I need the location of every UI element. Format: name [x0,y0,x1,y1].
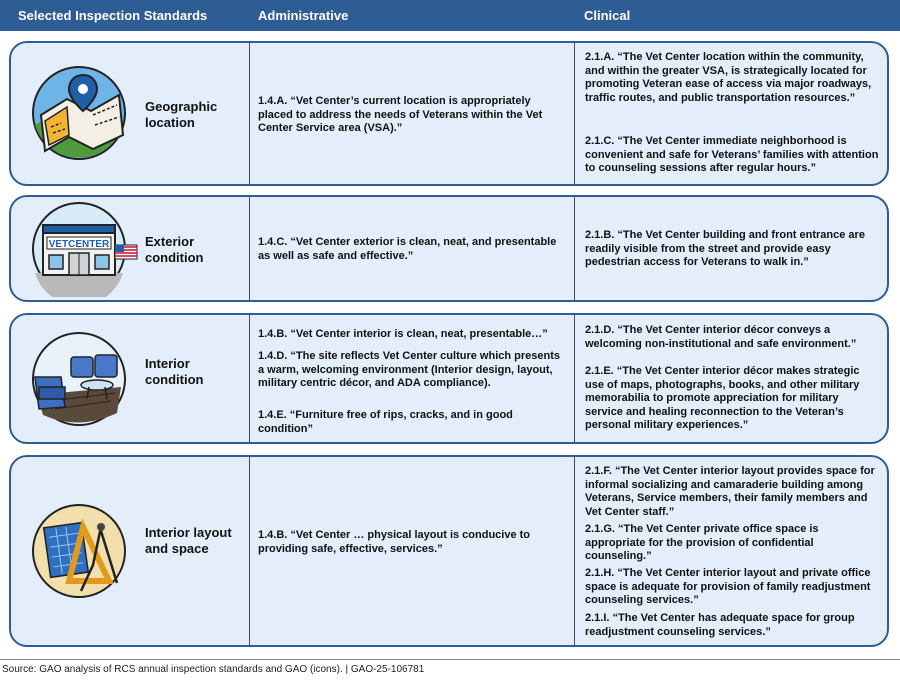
clinical-text: 2.1.F. “The Vet Center interior layout provides space for informal socializing and camaraderie building among Veterans, Service members, their family members and Vet Center staff.” [585,465,875,518]
furniture-icon [31,331,127,427]
map-location-icon [31,65,127,161]
administrative-cell [249,197,575,300]
standard-cell [11,197,247,300]
building-sign-text: VETCENTER [48,239,110,250]
clinical-text: 2.1.G. “The Vet Center private office space is appropriate for the provision of confidential counseling.” [585,523,819,562]
admin-text: 1.4.E. “Furniture free of rips, cracks, and in good condition” [258,409,513,435]
table-header [0,0,900,31]
row-interior-layout-space [9,455,889,647]
administrative-cell [249,43,575,184]
admin-text: 1.4.D. “The site reflects Vet Center culture which presents a warm, welcoming environment (Interior design, layout, military centric décor, and ADA compliance). [258,350,560,389]
footer-divider [0,659,900,660]
clinical-text: 2.1.H. “The Vet Center interior layout and private office space is adequate for provision of family readjustment counseling services.” [585,567,871,606]
row-geographic-location [9,41,889,186]
standard-label: Interior layout and space [145,525,232,556]
admin-text: 1.4.A. “Vet Center’s current location is appropriately placed to address the needs of Veterans within the Vet Center Service area (VSA).” [258,95,543,134]
clinical-text: 2.1.C. “The Vet Center immediate neighborhood is convenient and safe for Veterans’ families with attention to counseling sessions after regular hours.” [585,135,879,174]
blueprint-icon [31,503,127,599]
administrative-cell [249,457,575,645]
clinical-text: 2.1.E. “The Vet Center interior décor makes strategic use of maps, photographs, books, and other military memorabilia to promote appreciation for military service and healing reconnection to the Veteran’s personal military experiences.” [585,365,860,431]
header-standards: Selected Inspection Standards [18,8,208,23]
admin-text: 1.4.B. “Vet Center interior is clean, neat, presentable…” [258,328,548,340]
header-administrative: Administrative [258,8,349,23]
clinical-cell [575,457,887,645]
standard-cell [11,315,247,442]
source-footer: Source: GAO analysis of RCS annual inspection standards and GAO (icons). | GAO-25-106781 [2,664,425,675]
administrative-cell [249,315,575,442]
standard-label: Interior condition [145,356,204,387]
clinical-text: 2.1.B. “The Vet Center building and front entrance are readily visible from the street and provide easy pedestrian access for Veterans to walk in.” [585,229,865,268]
clinical-text: 2.1.I. “The Vet Center has adequate space for group readjustment counseling services.” [585,612,855,638]
row-exterior-condition [9,195,889,302]
header-clinical: Clinical [584,8,631,23]
clinical-cell [575,197,887,300]
clinical-cell [575,43,887,184]
clinical-text: 2.1.A. “The Vet Center location within the community, and within the greater VSA, is strategically located for promoting Veteran ease of access via major roadways, traffic routes, and public transportation resources.” [585,51,872,104]
row-interior-condition [9,313,889,444]
standard-cell [11,457,247,645]
admin-text: 1.4.B. “Vet Center … physical layout is conducive to providing safe, effective, services.” [258,529,531,555]
admin-text: 1.4.C. “Vet Center exterior is clean, neat, and presentable as well as safe and effective.” [258,236,557,262]
standard-label: Geographic location [145,99,218,130]
clinical-text: 2.1.D. “The Vet Center interior décor conveys a welcoming non-institutional and safe environment.” [585,324,857,350]
standard-cell [11,43,247,184]
standard-label: Exterior condition [145,234,204,265]
clinical-cell [575,315,887,442]
vet-center-building-icon [31,201,143,297]
